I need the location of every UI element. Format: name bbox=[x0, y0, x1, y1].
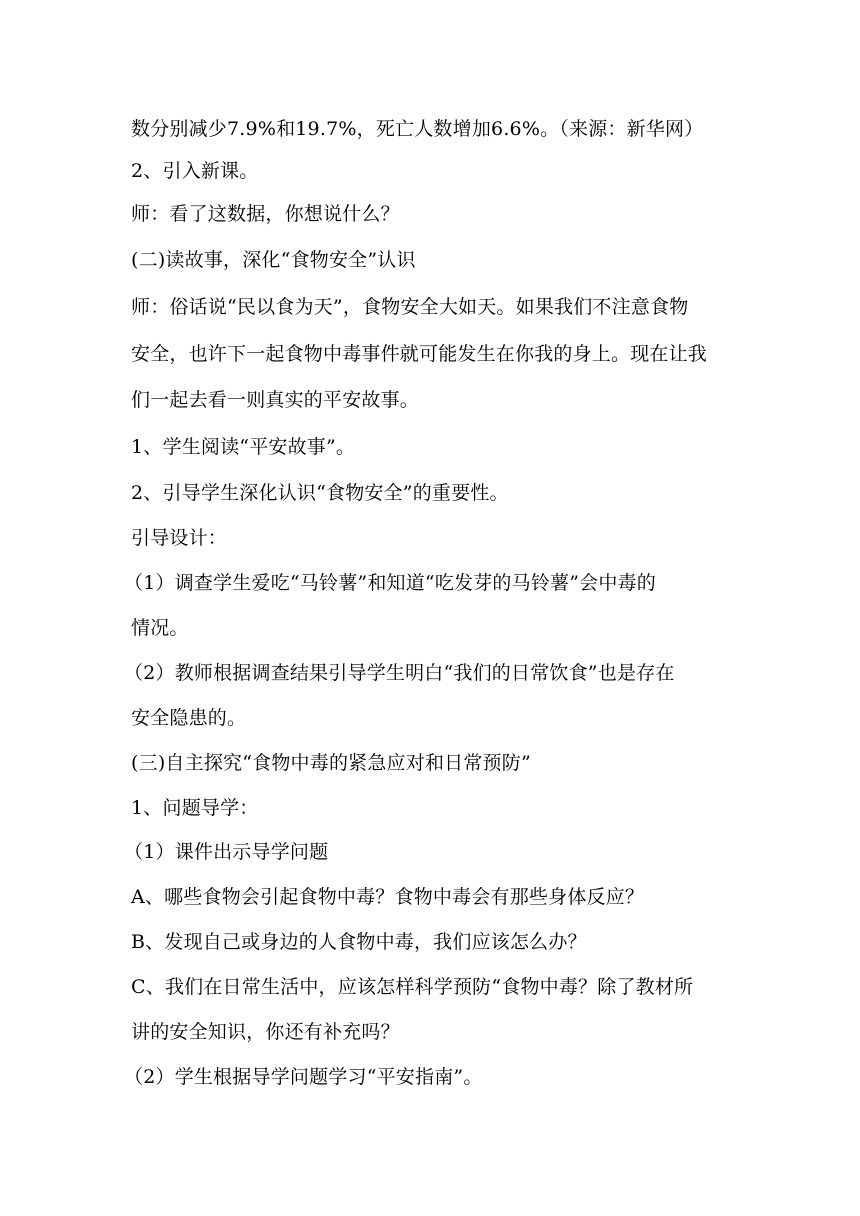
text-line-teacher-saying: 师：俗话说“民以食为天”，食物安全大如天。如果我们不注意食物 bbox=[131, 296, 689, 318]
text-line-new-lesson: 2、引入新课。 bbox=[131, 160, 259, 182]
text-line-teacher-guides: （2）教师根据调查结果引导学生明白“我们的日常饮食”也是存在 bbox=[124, 662, 675, 684]
section-heading-explore: (三)自主探究“食物中毒的紧急应对和日常预防” bbox=[131, 752, 531, 774]
text-line-teacher-question: 师：看了这数据，你想说什么？ bbox=[131, 203, 400, 225]
text-line-question-guide: 1、问题导学： bbox=[131, 797, 259, 819]
text-line-deepen-understanding: 2、引导学生深化认识“食物安全”的重要性。 bbox=[131, 482, 509, 504]
text-line-teacher-saying-cont-2: 们一起去看一则真实的平安故事。 bbox=[131, 389, 420, 411]
text-line-question-a: A、哪些食物会引起食物中毒？食物中毒会有那些身体反应？ bbox=[131, 886, 645, 908]
text-line-question-c-cont: 讲的安全知识，你还有补充吗？ bbox=[131, 1021, 400, 1043]
text-line-teacher-saying-cont-1: 安全，也许下一起食物中毒事件就可能发生在你我的身上。现在让我 bbox=[131, 343, 708, 365]
text-line-statistics: 数分别减少7.9%和19.7%，死亡人数增加6.6%。（来源：新华网） bbox=[131, 118, 704, 140]
text-line-survey: （1）调查学生爱吃“马铃薯”和知道“吃发芽的马铃薯”会中毒的 bbox=[124, 572, 656, 594]
text-line-question-c: C、我们在日常生活中，应该怎样科学预防“食物中毒？除了教材所 bbox=[131, 976, 694, 998]
text-line-question-b: B、发现自己或身边的人食物中毒，我们应该怎么办？ bbox=[131, 931, 587, 953]
section-heading-story: (二)读故事，深化“食物安全”认识 bbox=[131, 249, 416, 271]
text-line-teacher-guides-cont: 安全隐患的。 bbox=[131, 707, 247, 729]
text-line-survey-cont: 情况。 bbox=[131, 617, 189, 639]
text-line-safety-guide: （2）学生根据导学问题学习“平安指南”。 bbox=[124, 1066, 483, 1088]
text-line-courseware: （1）课件出示导学问题 bbox=[124, 841, 329, 863]
text-line-guide-design: 引导设计： bbox=[131, 527, 228, 549]
text-line-read-story: 1、学生阅读“平安故事”。 bbox=[131, 436, 356, 458]
